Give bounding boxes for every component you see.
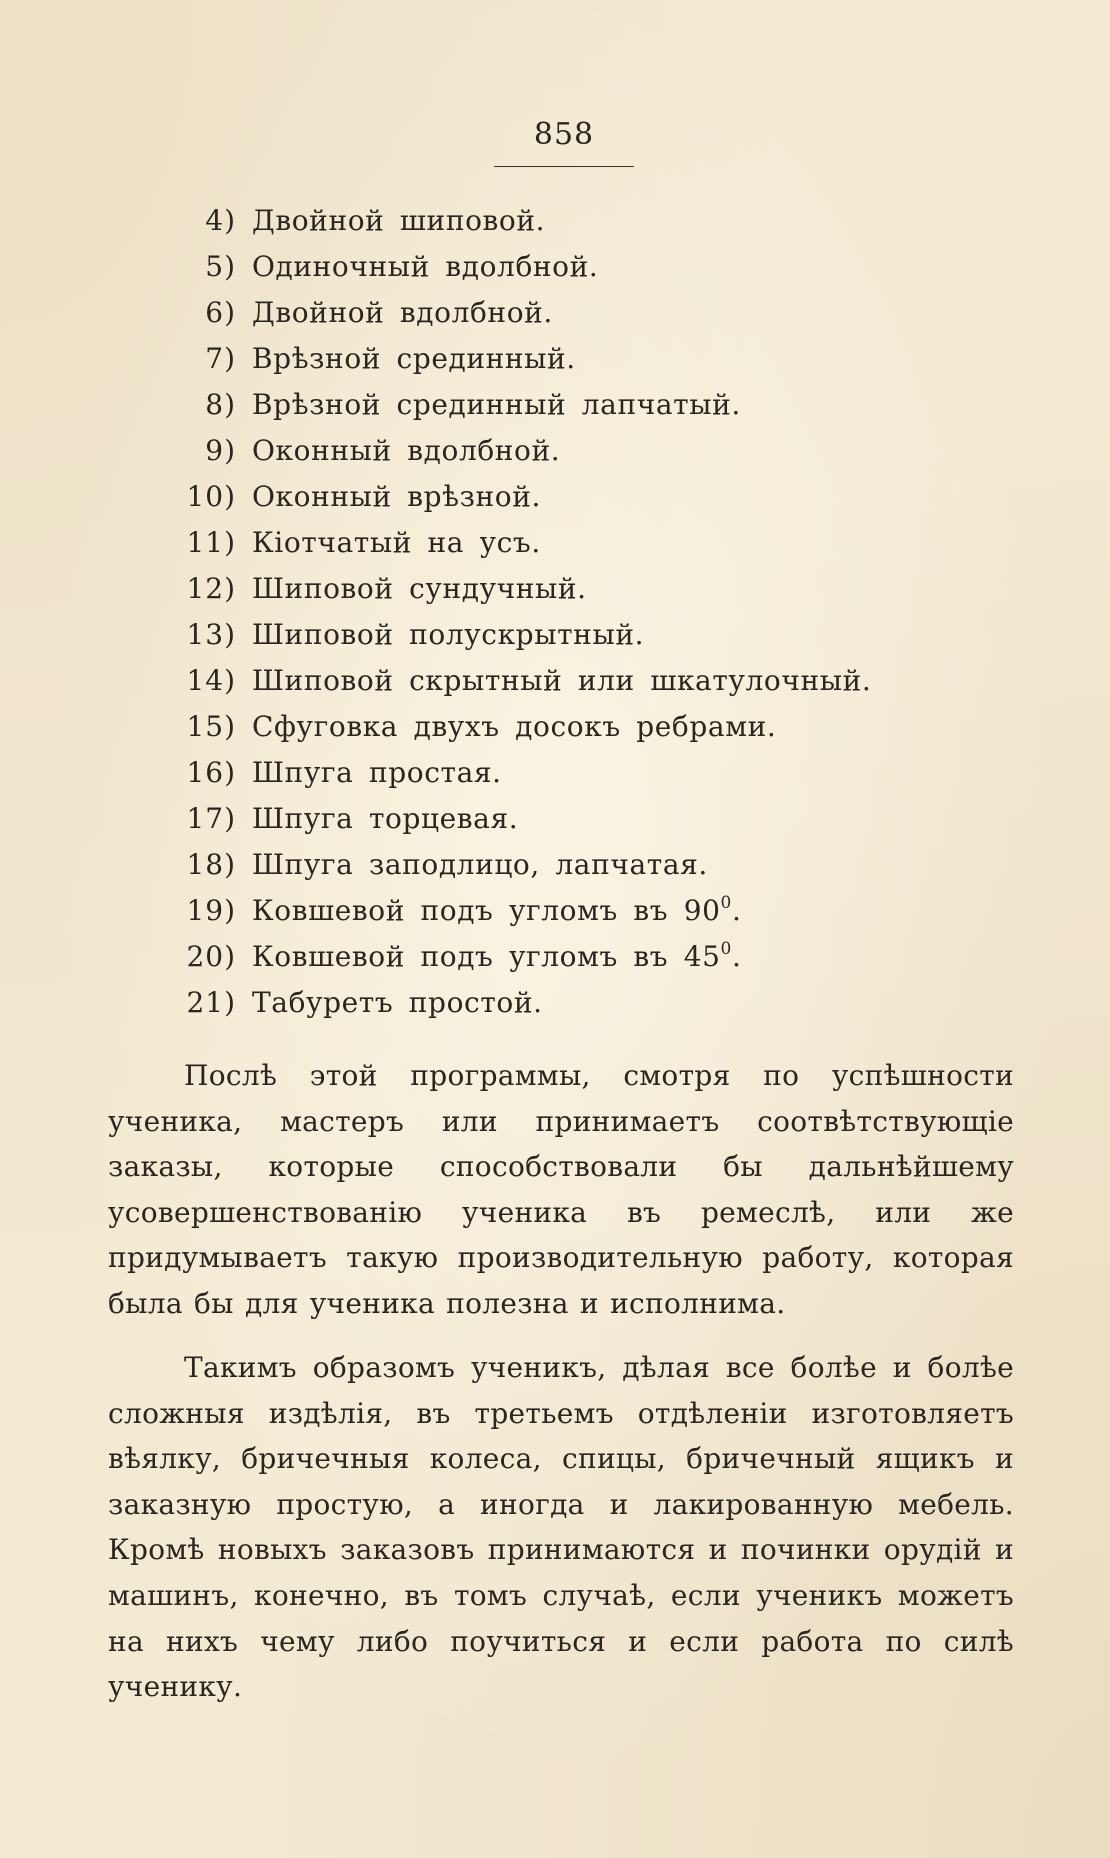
list-item xyxy=(150,980,1030,1026)
list-item-text xyxy=(236,796,518,842)
list-item-text xyxy=(236,382,741,428)
list-item xyxy=(150,474,1030,520)
list-item xyxy=(150,750,1030,796)
list-item-text xyxy=(236,336,576,382)
list-item-number: 11) xyxy=(186,526,236,559)
list-item-text xyxy=(236,750,502,796)
list-item-label: Двойной шиповой. xyxy=(252,204,546,237)
list-item-text xyxy=(236,290,553,336)
list-item-label: Шпуга торцевая. xyxy=(252,802,519,835)
list-item-label: Врѣзной срединный лапчатый. xyxy=(252,388,741,421)
list-item-label: Одиночный вдолбной. xyxy=(252,250,599,283)
list-item-label: Шиповой сундучный. xyxy=(252,572,587,605)
list-item-number: 17) xyxy=(186,802,236,835)
list-item-number: 10) xyxy=(186,480,236,513)
degree-mark: 0 xyxy=(720,939,732,959)
list-item xyxy=(150,244,1030,290)
list-item-text xyxy=(236,520,541,566)
list-item-number: 6) xyxy=(205,296,236,329)
list-item-number: 18) xyxy=(186,848,236,881)
list-item xyxy=(150,382,1030,428)
list-item-number: 19) xyxy=(186,894,236,927)
list-item-text xyxy=(236,566,587,612)
list-item-text xyxy=(236,888,741,934)
list-item-label: Шпуга заподлицо, лапчатая. xyxy=(252,848,708,881)
list-item-number: 20) xyxy=(186,940,236,973)
list-item xyxy=(150,612,1030,658)
list-item xyxy=(150,290,1030,336)
list-item-label: Ковшевой подъ угломъ въ 45 xyxy=(252,940,721,973)
list-item xyxy=(150,428,1030,474)
paragraph-2: Такимъ образомъ ученикъ, дѣлая все болѣе и болѣе сложныя издѣлія, въ третьемъ отдѣленіи изготовляетъ вѣялку, бричечныя колеса, спицы, бричечный ящикъ и заказную простую, а иногда и лакированную мебель. Кромѣ новыхъ заказовъ принимаются и починки орудій и машинъ, конечно, въ томъ случаѣ, если ученикъ можетъ на нихъ чему либо поучиться и если работа по силѣ ученику. xyxy=(108,1351,1014,1704)
list-item xyxy=(150,520,1030,566)
list-item-number: 4) xyxy=(205,204,236,237)
page-number: 858 xyxy=(533,117,595,152)
list-item xyxy=(150,198,1030,244)
list-item-text xyxy=(236,428,560,474)
list-item-text xyxy=(236,474,541,520)
list-item-text xyxy=(236,658,871,704)
list-item xyxy=(150,842,1030,888)
list-item-punctuation: . xyxy=(731,940,742,973)
list-item-label: Оконный врѣзной. xyxy=(252,480,542,513)
list-item-text xyxy=(236,244,598,290)
list-item-text xyxy=(236,980,543,1026)
list-item-number: 8) xyxy=(205,388,236,421)
list-item-number: 12) xyxy=(186,572,236,605)
list-item-label: Шпуга простая. xyxy=(252,756,502,789)
list-item-number: 21) xyxy=(186,986,236,1019)
list-item-label: Шиповой полускрытный. xyxy=(252,618,645,651)
list-item-number: 15) xyxy=(186,710,236,743)
list-item-text xyxy=(236,612,644,658)
list-item-label: Врѣзной срединный. xyxy=(252,342,576,375)
degree-mark: 0 xyxy=(720,893,732,913)
list-item xyxy=(150,704,1030,750)
joint-list xyxy=(150,198,1030,1026)
list-item-text xyxy=(236,842,708,888)
page-number-rule xyxy=(494,166,634,167)
list-item-label: Кіотчатый на усъ. xyxy=(252,526,541,559)
list-item-number: 16) xyxy=(186,756,236,789)
list-item xyxy=(150,796,1030,842)
list-item-number: 14) xyxy=(186,664,236,697)
list-item-label: Оконный вдолбной. xyxy=(252,434,561,467)
list-item xyxy=(150,566,1030,612)
list-item xyxy=(150,658,1030,704)
list-item xyxy=(150,888,1030,934)
list-item-label: Шиповой скрытный или шкатулочный. xyxy=(252,664,872,697)
list-item-number: 13) xyxy=(186,618,236,651)
list-item xyxy=(150,336,1030,382)
list-item-number: 5) xyxy=(205,250,236,283)
list-item-label: Ковшевой подъ угломъ въ 90 xyxy=(252,894,721,927)
list-item xyxy=(150,934,1030,980)
list-item-punctuation: . xyxy=(731,894,742,927)
list-item-number: 7) xyxy=(205,342,236,375)
list-item-label: Табуретъ простой. xyxy=(252,986,543,1019)
list-item-text xyxy=(236,198,545,244)
paragraph-1: Послѣ этой программы, смотря по успѣшности ученика, мастеръ или принимаетъ соотвѣтствующіе заказы, которые способствовали бы дальнѣйшему усовершенствованію ученика въ ремеслѣ, или же придумываетъ такую производительную работу, которая была бы для ученика полезна и исполнима. xyxy=(108,1059,1014,1320)
list-item-number: 9) xyxy=(205,434,236,467)
list-item-label: Сфуговка двухъ досокъ ребрами. xyxy=(252,710,777,743)
list-item-label: Двойной вдолбной. xyxy=(252,296,553,329)
list-item-text xyxy=(236,934,741,980)
list-item-text xyxy=(236,704,776,750)
